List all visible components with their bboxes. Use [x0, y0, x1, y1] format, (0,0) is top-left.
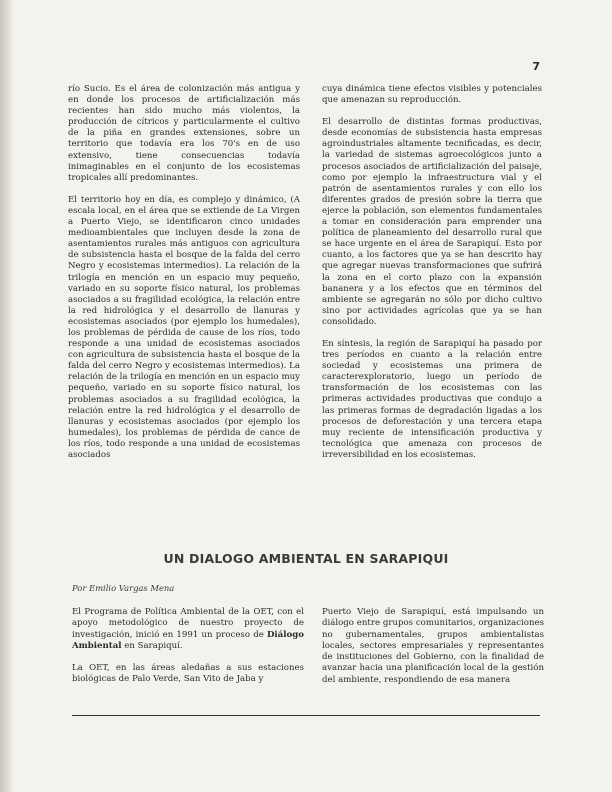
- paragraph: cuya dinámica tiene efectos visibles y potenciales que amenazan su reproducción.: [322, 84, 542, 106]
- paragraph: [72, 607, 304, 652]
- column-left-bottom: [72, 607, 304, 697]
- byline: Por Emilio Vargas Mena: [72, 583, 175, 593]
- paragraph: El territorio hoy en día, es complejo y dinámico, (A escala local, en el área que se extiende de La Virgen a Puerto Viejo, se identificaron cinco unidades medioambientales que incluyen desde la zona de asentamientos rurales más antiguos con agricultura de subsistencia hasta el bosque de la falda del cerro Negro y ecosistemas intermedios). La relación de la trilogía en mención en un espacio muy pequeño, variado en su soporte físico natural, los problemas asociados a su fragilidad ecológica, la relación entre la red hidrológica y el desarrollo de llanuras y ecosistemas asociados (por ejemplo los humedales), los problemas de pérdida de cause de los ríos, todo responde a una unidad de ecosistemas asociados con agricultura de subsistencia hasta el bosque de la falda del cerro Negro y ecosistemas intermedios). La relación de la trilogía en mención en un espacio muy pequeño, variado en su soporte físico natural, los problemas asociados a su fragilidad ecológica, la relación entre la red hidrológica y el desarrollo de llanuras y ecosistemas asociados (por ejemplo los humedales), los problemas de pérdida de cance de los ríos, todo responde a una unidad de ecosistemas asociados: [68, 194, 300, 460]
- paragraph-tail: en Sarapiquí.: [121, 640, 183, 651]
- column-left-top: [68, 84, 300, 472]
- page-number: 7: [532, 60, 540, 73]
- paragraph: En síntesis, la región de Sarapiquí ha pasado por tres períodos en cuanto a la relación entre sociedad y ecosistemas una primera de caracterexploratorio, luego un período de transformación de los ecosistemas con las primeras actividades productivas que condujo a las primeras formas de degradación ligadas a los procesos de deforestación y una tercera etapa muy reciente de intensificación productiva y tecnológica que amenaza con procesos de irreversibilidad en los ecosistemas.: [322, 338, 542, 460]
- paragraph-text: El Programa de Política Ambiental de la OET, con el apoyo metodológico de nuestro proyecto de investigación, inició en 1991 un proceso de: [72, 607, 304, 640]
- paragraph: Puerto Viejo de Sarapiquí, está impulsando un diálogo entre grupos comunitarios, organizaciones no gubernamentales, grupos ambientalistas locales, sectores empresariales y representantes de instituciones del Gobierno, con la finalidad de avanzar hacia una planificación local de la gestión del ambiente, respondiendo de esa manera: [322, 607, 544, 685]
- page-edge-shadow: [0, 0, 14, 792]
- column-right-bottom: [322, 607, 544, 697]
- section-title: UN DIALOGO AMBIENTAL EN SARAPIQUI: [163, 551, 449, 566]
- paragraph: río Sucio. Es el área de colonización más antigua y en donde los procesos de artificialización más recientes han sido mucho más violentos, la producción de cítricos y particularmente el cultivo de la piña en grandes extensiones, sobre un territorio que todavía era los 70's en de uso extensivo, tiene consecuencias todavía inimaginables en el conjunto de los ecosistemas tropicales allí predominantes.: [68, 84, 300, 183]
- column-right-top: [322, 84, 542, 472]
- bold-term: Diálogo Ambiental: [72, 629, 304, 651]
- paragraph: La OET, en las áreas aledañas a sus estaciones biológicas de Palo Verde, San Vito de Jaba y: [72, 663, 304, 685]
- paragraph: El desarrollo de distintas formas productivas, desde economías de subsistencia hasta empresas agroindustriales altamente tecnificadas, es decir, la variedad de sistemas agroecológicos junto a procesos asociados de artificialización del paisaje, como por ejemplo la infraestructura vial y el patrón de asentamientos rurales y con ello los diferentes grados de presión sobre la tierra que ejerce la población, son elementos fundamentales a tomar en consideración para emprender una política de planeamiento del desarrollo rural que se hace urgente en el área de Sarapiquí. Esto por cuanto, a los factores que ya se han descrito hay que agregar nuevas transformaciones que sufrirá la zona en el corto plazo con la expansión bananera y a los efectos que en términos del ambiente se agregarán no sólo por dicho cultivo sino por actividades agrícolas que ya se han consolidado.: [322, 117, 542, 327]
- bottom-rule: [72, 715, 540, 716]
